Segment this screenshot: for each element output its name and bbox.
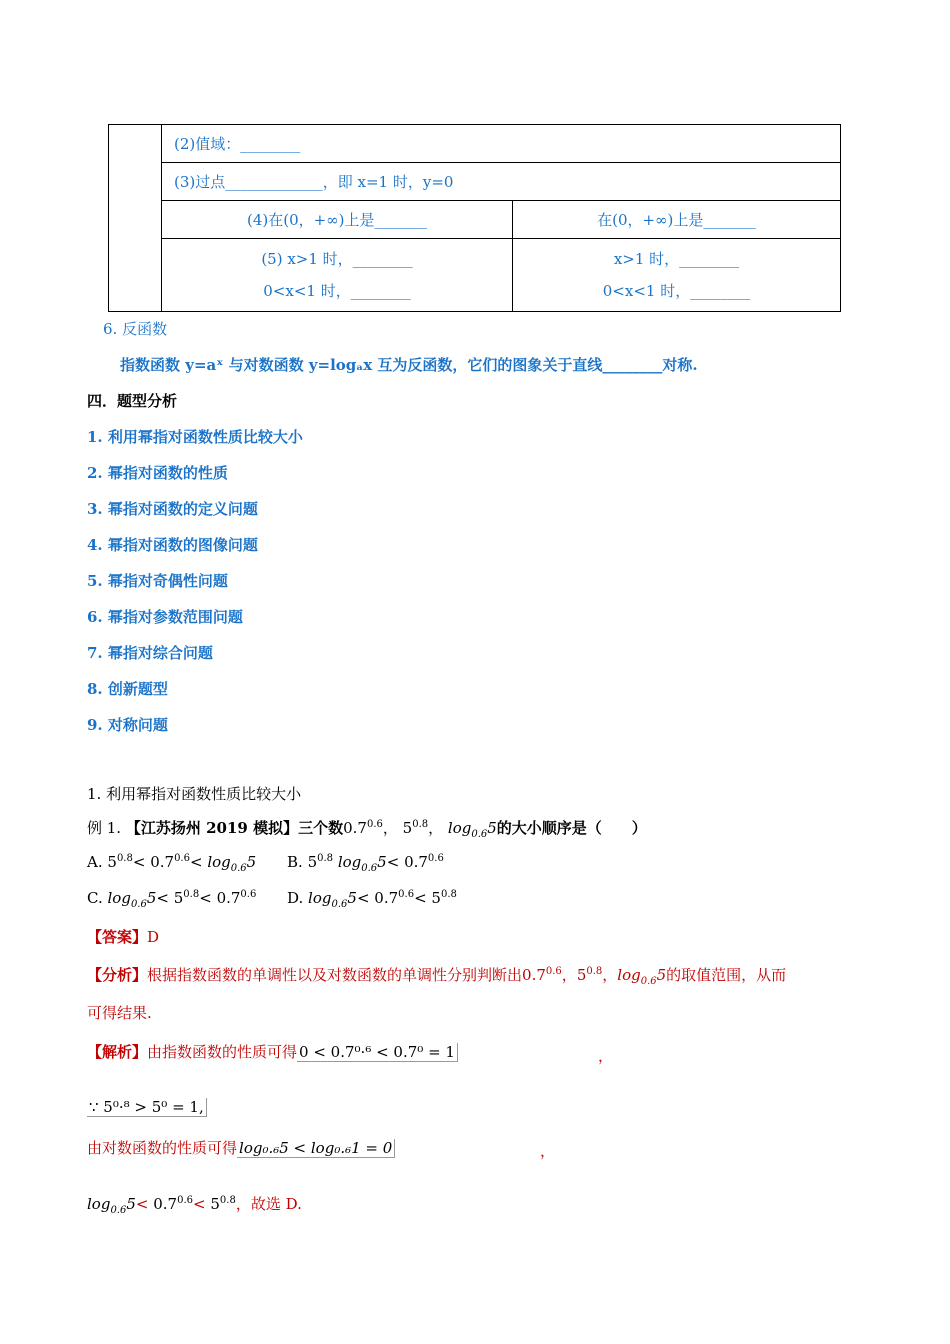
equation-3: log₀.₆5 < log₀.₆1 = 0 — [237, 1139, 395, 1158]
section6-text: 指数函数 y=aˣ 与对数函数 y=logₐx 互为反函数，它们的图象关于直线________对称. — [120, 356, 698, 374]
option-c[interactable]: C. $\log_{0.6}5< 5^{0.8}< 0.7^{0.6}$ — [87, 889, 257, 910]
equation-2: ∵ 5⁰·⁸ > 5⁰ = 1, — [87, 1098, 207, 1116]
analysis-line: 【分析】根据指数函数的单调性以及对数函数的单调性分别判断出$0.7^{0.6}$，$5^{0.8}$，$\log_{0.6}5$的取值范围，从而 — [87, 966, 787, 987]
separator: ， — [382, 819, 398, 837]
row-sign-right-b: 0<x<1 时，________ — [513, 269, 841, 312]
comma-1: ， — [598, 1047, 614, 1065]
answer-value: D — [147, 928, 160, 946]
example-label: 例 1. — [87, 819, 122, 837]
num-a: $0.7^{0.6}$ — [343, 819, 383, 837]
example-stem — [87, 817, 647, 840]
stem-prefix: 三个数 — [298, 819, 344, 837]
num-b: $5^{0.8}$ — [402, 819, 429, 837]
list-item: 7. 幂指对综合问题 — [87, 644, 213, 662]
row-fixed-point: (3)过点_____________，即 x=1 时，y=0 — [162, 163, 841, 201]
list-item: 5. 幂指对奇偶性问题 — [87, 572, 228, 590]
table-gutter-cell — [109, 125, 162, 312]
row-monotonic-right: 在(0，+∞)上是_______ — [513, 201, 841, 239]
property-table — [108, 124, 841, 312]
option-d[interactable]: D. $\log_{0.6}5< 0.7^{0.6}< 5^{0.8}$ — [287, 889, 457, 910]
row-sign-left-a: (5) x>1 时，________ — [162, 239, 513, 270]
list-item: 6. 幂指对参数范围问题 — [87, 608, 243, 626]
answer-tag: 【答案】 — [87, 928, 148, 946]
list-item: 4. 幂指对函数的图像问题 — [87, 536, 258, 554]
row-sign-right-a: x>1 时，________ — [513, 239, 841, 270]
conclusion-line: $\log_{0.6}5< 0.7^{0.6}< 5^{0.8}$，故选 D. — [87, 1195, 302, 1216]
comma-2: ， — [540, 1142, 556, 1160]
separator: ， — [428, 819, 444, 837]
list-item: 2. 幂指对函数的性质 — [87, 464, 228, 482]
list-item: 9. 对称问题 — [87, 716, 168, 734]
example-source: 【江苏扬州 2019 模拟】 — [125, 819, 299, 837]
row-sign-left-b: 0<x<1 时，________ — [162, 269, 513, 312]
solution-line-3: 由对数函数的性质可得 log₀.₆5 < log₀.₆1 = 0 — [87, 1137, 395, 1158]
analysis-line-2: 可得结果. — [87, 1004, 152, 1022]
list-item: 1. 利用幂指对函数性质比较大小 — [87, 428, 303, 446]
stem-suffix: 的大小顺序是（ ） — [496, 819, 647, 837]
option-b[interactable]: B. $5^{0.8}$ $\log_{0.6}5< 0.7^{0.6}$ — [287, 853, 444, 874]
section4-heading: 四．题型分析 — [87, 392, 178, 410]
example-subheading: 1. 利用幂指对函数性质比较大小 — [87, 785, 302, 803]
list-item: 8. 创新题型 — [87, 680, 168, 698]
row-monotonic-left: (4)在(0，+∞)上是_______ — [162, 201, 513, 239]
section6-heading: 6. 反函数 — [103, 320, 168, 338]
num-c: $\log_{0.6}5$ — [447, 819, 497, 840]
answer-line — [87, 926, 159, 947]
list-item: 3. 幂指对函数的定义问题 — [87, 500, 258, 518]
option-a[interactable]: A. $5^{0.8}< 0.7^{0.6}< \log_{0.6}5$ — [87, 853, 257, 874]
row-range: (2)值域：________ — [162, 125, 841, 163]
solution-line: 【解析】由指数函数的性质可得 0 < 0.7⁰·⁶ < 0.7⁰ = 1 — [87, 1041, 458, 1062]
equation-1: 0 < 0.7⁰·⁶ < 0.7⁰ = 1 — [297, 1043, 458, 1062]
